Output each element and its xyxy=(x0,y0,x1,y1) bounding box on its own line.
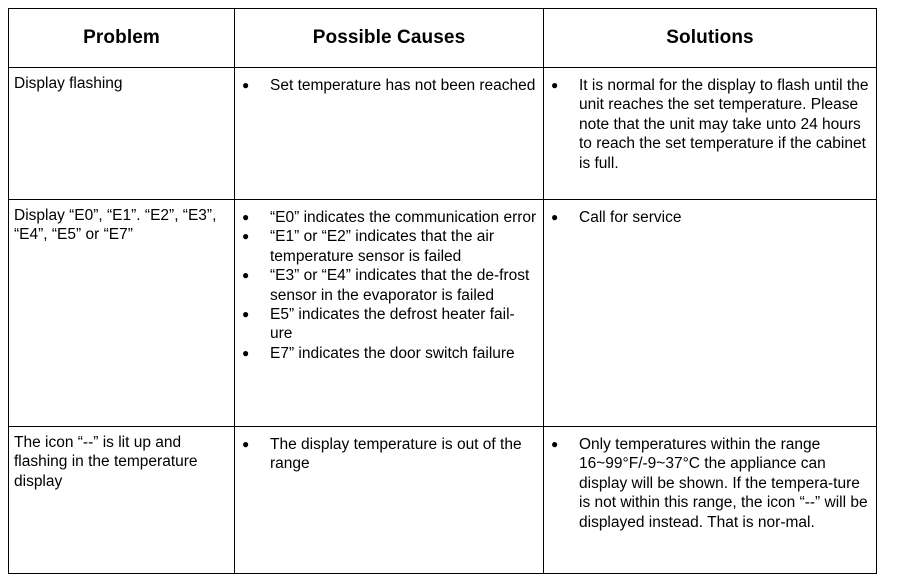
list-item xyxy=(235,305,537,344)
list-item xyxy=(544,435,870,532)
list-item xyxy=(235,435,537,474)
cause-text: The display temperature is out of the range xyxy=(270,436,522,473)
list-item xyxy=(544,76,870,173)
solutions-list xyxy=(544,200,876,227)
solution-text: Call for service xyxy=(579,209,682,226)
bullet-icon: ● xyxy=(551,437,559,451)
bullet-icon: ● xyxy=(242,437,250,451)
header-row xyxy=(9,9,877,68)
problem-text: Display flashing xyxy=(14,75,123,92)
list-item xyxy=(235,344,537,363)
list-item xyxy=(235,208,537,227)
list-item xyxy=(235,266,537,305)
solutions-cell xyxy=(544,427,877,574)
header-possible-causes: Possible Causes xyxy=(235,9,544,68)
solutions-list xyxy=(544,427,876,532)
cause-text: “E1” or “E2” indicates that the air temperature sensor is failed xyxy=(270,228,494,265)
bullet-icon: ● xyxy=(242,345,250,360)
troubleshooting-table xyxy=(8,8,877,574)
problem-text: Display “E0”, “E1”. “E2”, “E3”, “E4”, “E5” or “E7” xyxy=(14,207,217,244)
header-problem: Problem xyxy=(9,9,235,68)
cause-text: “E0” indicates the communication error xyxy=(270,209,537,226)
list-item xyxy=(235,76,537,95)
causes-cell xyxy=(235,427,544,574)
solutions-list xyxy=(544,68,876,173)
problem-cell xyxy=(9,427,235,574)
causes-cell xyxy=(235,68,544,200)
bullet-icon: ● xyxy=(242,307,250,322)
list-item xyxy=(235,227,537,266)
solutions-cell xyxy=(544,68,877,200)
solution-text: It is normal for the display to flash until the unit reaches the set temperature. Please note that the unit may take unto 24 hours to reach the set temperature if the cabinet is full. xyxy=(579,77,869,172)
cause-text: E5” indicates the defrost heater fail-ure xyxy=(270,306,515,343)
cause-text: Set temperature has not been reached xyxy=(270,77,536,94)
cause-text: “E3” or “E4” indicates that the de-frost sensor in the evaporator is failed xyxy=(270,267,530,304)
solutions-cell xyxy=(544,200,877,427)
table-row xyxy=(9,427,877,574)
causes-cell xyxy=(235,200,544,427)
bullet-icon: ● xyxy=(242,268,250,283)
header-solutions: Solutions xyxy=(544,9,877,68)
causes-list xyxy=(235,427,543,474)
causes-list xyxy=(235,68,543,95)
table-row xyxy=(9,68,877,200)
table-row xyxy=(9,200,877,427)
solution-text: Only temperatures within the range 16~99°F/-9~37°C the appliance can display will be shown. If the tempera-ture is not within this range, the icon “--” will be displayed instead. That is nor-mal. xyxy=(579,436,868,531)
list-item xyxy=(544,208,870,227)
bullet-icon: ● xyxy=(551,210,559,224)
problem-cell xyxy=(9,200,235,427)
bullet-icon: ● xyxy=(242,229,250,244)
bullet-icon: ● xyxy=(551,78,559,92)
bullet-icon: ● xyxy=(242,210,250,224)
problem-cell xyxy=(9,68,235,200)
cause-text: E7” indicates the door switch failure xyxy=(270,344,515,362)
causes-list xyxy=(235,200,543,363)
problem-text: The icon “--” is lit up and flashing in the temperature display xyxy=(14,434,198,490)
bullet-icon: ● xyxy=(242,78,250,92)
